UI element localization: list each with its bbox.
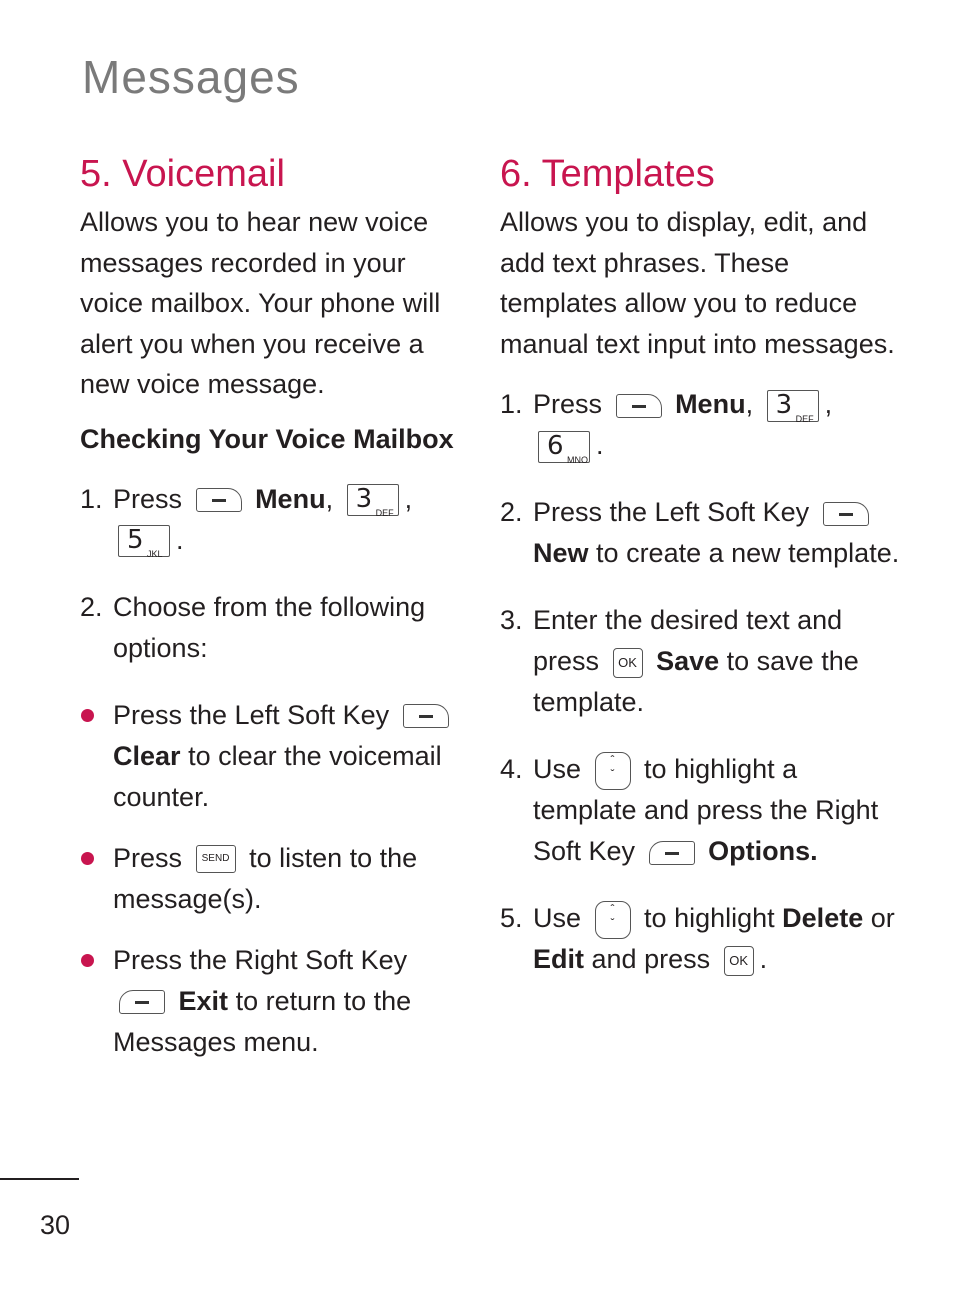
left-soft-key-icon bbox=[403, 704, 449, 728]
page-number: 30 bbox=[40, 1210, 71, 1240]
punct: . bbox=[759, 944, 768, 974]
footer-rule bbox=[0, 1178, 79, 1180]
delete-label: Delete bbox=[782, 903, 864, 933]
step-text: or bbox=[870, 903, 895, 933]
bullet-text: to listen to the message(s). bbox=[113, 842, 418, 914]
bullet-dot bbox=[81, 852, 94, 865]
new-label: New bbox=[533, 538, 589, 568]
key-digit: 5 bbox=[127, 525, 144, 556]
key-5-icon bbox=[118, 525, 170, 560]
step-text: Press bbox=[113, 483, 183, 514]
page-header: Messages bbox=[82, 51, 300, 103]
voicemail-bullet-1 bbox=[80, 695, 460, 818]
nav-down-glyph: ˇ bbox=[610, 766, 615, 781]
punct: , bbox=[404, 483, 413, 514]
punct: . bbox=[176, 524, 184, 555]
templates-intro: Allows you to display, edit, and add text phrases. These templates allow you to reduce manual text input into messages. bbox=[500, 207, 895, 359]
voicemail-intro: Allows you to hear new voice messages recorded in your voice mailbox. Your phone will alert you when you receive a new voice message. bbox=[80, 207, 441, 399]
step-text: Enter the desired text and press bbox=[533, 605, 843, 676]
step-number: 2. bbox=[500, 497, 523, 527]
voicemail-bullet-2 bbox=[80, 838, 460, 920]
step-number: 3. bbox=[500, 605, 523, 635]
clear-label: Clear bbox=[113, 740, 181, 771]
key-6-icon bbox=[538, 431, 590, 463]
templates-step-5 bbox=[500, 898, 900, 980]
ok-key-icon: OK bbox=[613, 648, 643, 678]
key-letters: MNO bbox=[567, 454, 588, 465]
key-digit: 6 bbox=[547, 430, 564, 461]
templates-step-1 bbox=[500, 384, 900, 466]
bullet-text: Press the Left Soft Key bbox=[113, 699, 390, 730]
right-soft-key-icon bbox=[119, 990, 165, 1014]
templates-step-3 bbox=[500, 600, 900, 723]
right-soft-key-icon bbox=[649, 841, 695, 865]
step-number: 5. bbox=[500, 903, 523, 933]
nav-up-glyph: ˆ bbox=[610, 752, 615, 767]
nav-down-glyph: ˇ bbox=[610, 915, 615, 930]
left-soft-key-icon bbox=[823, 502, 869, 526]
nav-up-glyph: ˆ bbox=[610, 901, 615, 916]
step-number: 1. bbox=[500, 389, 523, 419]
exit-label: Exit bbox=[178, 985, 229, 1016]
voicemail-step-2 bbox=[80, 587, 460, 669]
templates-section bbox=[500, 150, 900, 980]
bullet-text: to clear the voicemail counter. bbox=[113, 740, 442, 812]
punct: , bbox=[325, 483, 334, 514]
key-digit: 3 bbox=[355, 484, 373, 515]
voicemail-subheading: Checking Your Voice Mailbox bbox=[80, 423, 454, 454]
bullet-text: to return to the Messages menu. bbox=[113, 985, 412, 1057]
voicemail-section bbox=[80, 150, 460, 1063]
step-text: Choose from the following options: bbox=[113, 591, 426, 663]
bullet-text: Press bbox=[113, 842, 183, 873]
menu-label: Menu bbox=[675, 389, 746, 419]
step-text: Use bbox=[533, 903, 582, 933]
bullet-text: Press the Right Soft Key bbox=[113, 944, 408, 975]
save-label: Save bbox=[656, 646, 720, 676]
punct: . bbox=[596, 430, 604, 460]
send-key-icon: SEND bbox=[196, 845, 236, 873]
menu-label: Menu bbox=[255, 483, 326, 514]
bullet-dot bbox=[81, 954, 94, 967]
ok-key-icon: OK bbox=[724, 946, 754, 976]
step-number: 2. bbox=[80, 591, 103, 622]
templates-heading: 6. Templates bbox=[500, 153, 715, 195]
step-text: and press bbox=[591, 944, 711, 974]
key-letters: DEF bbox=[375, 508, 394, 519]
key-3-icon bbox=[347, 484, 399, 519]
step-number: 1. bbox=[80, 483, 103, 514]
left-soft-key-icon bbox=[196, 488, 242, 512]
step-text: to highlight bbox=[644, 903, 775, 933]
step-text: Press the Left Soft Key bbox=[533, 497, 810, 527]
step-text: Press bbox=[533, 389, 603, 419]
templates-step-4 bbox=[500, 749, 900, 872]
key-digit: 3 bbox=[775, 389, 793, 420]
step-text: to create a new template. bbox=[596, 538, 900, 568]
key-letters: JKL bbox=[147, 549, 163, 560]
voicemail-heading: 5. Voicemail bbox=[80, 153, 285, 195]
step-text: to highlight a template and press the Right Soft Key bbox=[533, 754, 879, 866]
voicemail-bullet-3 bbox=[80, 940, 460, 1063]
options-label: Options. bbox=[708, 836, 818, 866]
nav-key-icon bbox=[595, 752, 631, 790]
nav-key-icon bbox=[595, 901, 631, 939]
edit-label: Edit bbox=[533, 944, 584, 974]
key-3-icon bbox=[767, 390, 819, 422]
punct: , bbox=[745, 389, 754, 419]
step-text: to save the template. bbox=[533, 646, 859, 717]
bullet-dot bbox=[81, 709, 94, 722]
punct: , bbox=[824, 389, 833, 419]
voicemail-step-1 bbox=[80, 479, 460, 561]
step-number: 4. bbox=[500, 754, 523, 784]
left-soft-key-icon bbox=[616, 394, 662, 418]
step-text: Use bbox=[533, 754, 582, 784]
templates-step-2 bbox=[500, 492, 900, 574]
key-letters: DEF bbox=[795, 413, 814, 424]
